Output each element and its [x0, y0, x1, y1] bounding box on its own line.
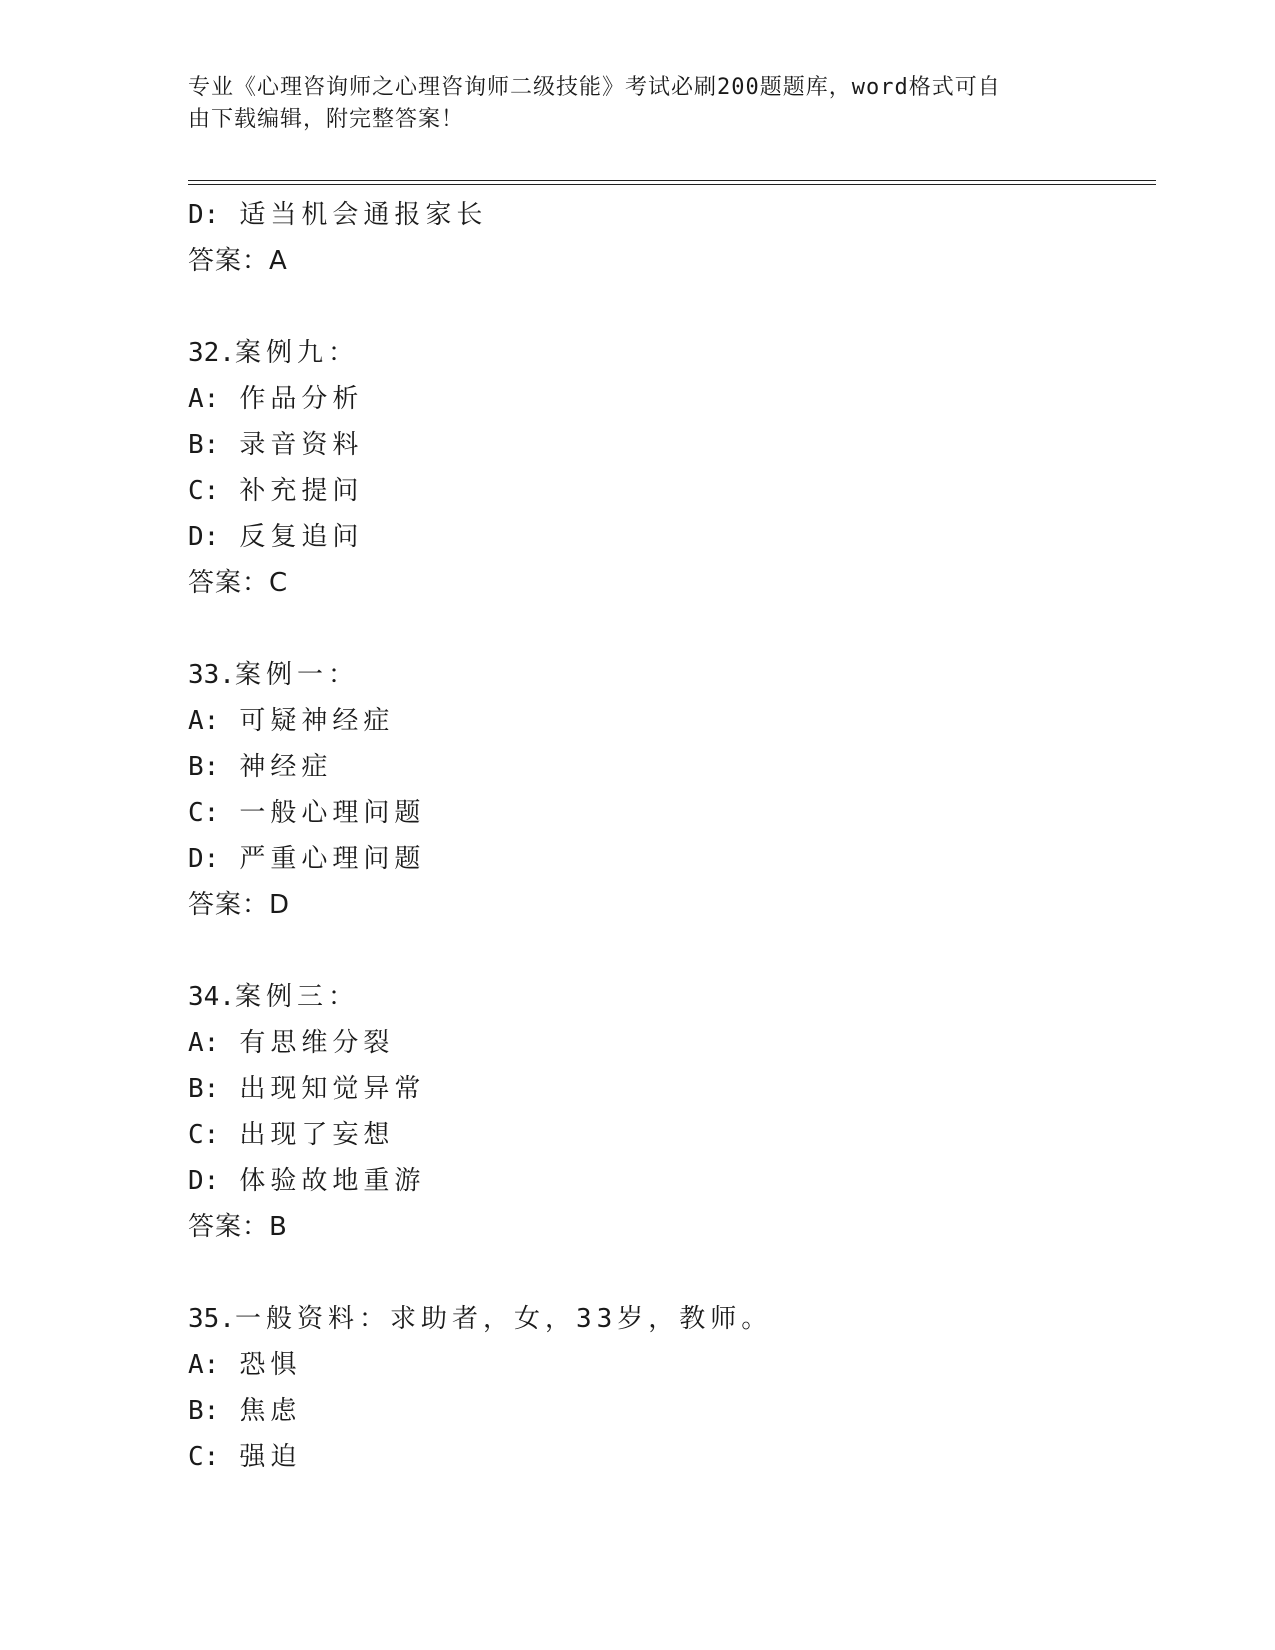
option-text: 出现知觉异常	[239, 1074, 426, 1104]
question-text: 一般资料：求助者，女，33岁，教师。	[234, 1304, 773, 1334]
option-text: 反复追问	[239, 522, 364, 552]
option-prefix: A:	[188, 384, 220, 414]
answer-line: 答案：B	[188, 1212, 288, 1242]
option-text: 适当机会通报家长	[239, 200, 488, 230]
option-prefix: B:	[188, 1396, 220, 1426]
question-stem	[188, 1296, 1156, 1342]
question-number: 35.	[188, 1304, 235, 1334]
option-line	[188, 836, 1156, 882]
option-text: 恐惧	[239, 1350, 302, 1380]
answer-line: 答案：D	[188, 890, 291, 920]
question-stem	[188, 330, 1156, 376]
question-stem	[188, 974, 1156, 1020]
question-text: 案例九：	[234, 338, 359, 368]
option-text: 作品分析	[239, 384, 364, 414]
option-line	[188, 790, 1156, 836]
option-prefix: D:	[188, 200, 220, 230]
option-line	[188, 192, 1156, 238]
option-line	[188, 376, 1156, 422]
option-prefix: C:	[188, 798, 220, 828]
option-line	[188, 1020, 1156, 1066]
option-text: 体验故地重游	[239, 1166, 426, 1196]
question-text: 案例一：	[234, 660, 359, 690]
option-line	[188, 698, 1156, 744]
option-line	[188, 514, 1156, 560]
option-prefix: B:	[188, 1074, 220, 1104]
option-text: 神经症	[239, 752, 333, 782]
document-header	[188, 72, 1068, 136]
question-number: 33.	[188, 660, 235, 690]
option-text: 补充提问	[239, 476, 364, 506]
option-prefix: B:	[188, 430, 220, 460]
option-text: 一般心理问题	[239, 798, 426, 828]
option-prefix: C:	[188, 1120, 220, 1150]
option-line	[188, 1158, 1156, 1204]
option-text: 强迫	[239, 1442, 302, 1472]
header-line-1: 专业《心理咨询师之心理咨询师二级技能》考试必刷200题题库，word格式可自	[188, 75, 1001, 100]
option-prefix: A:	[188, 1350, 220, 1380]
option-line	[188, 1434, 1156, 1480]
option-line	[188, 1066, 1156, 1112]
option-prefix: A:	[188, 1028, 220, 1058]
answer-line: 答案：A	[188, 246, 288, 276]
question-stem	[188, 652, 1156, 698]
option-prefix: D:	[188, 1166, 220, 1196]
option-text: 焦虑	[239, 1396, 302, 1426]
option-prefix: A:	[188, 706, 220, 736]
header-divider-bottom	[188, 184, 1156, 185]
question-text: 案例三：	[234, 982, 359, 1012]
option-line	[188, 1342, 1156, 1388]
option-text: 录音资料	[239, 430, 364, 460]
option-line	[188, 468, 1156, 514]
option-line	[188, 1388, 1156, 1434]
option-line	[188, 1112, 1156, 1158]
option-prefix: D:	[188, 844, 220, 874]
question-number: 32.	[188, 338, 235, 368]
answer-line: 答案：C	[188, 568, 289, 598]
option-prefix: C:	[188, 476, 220, 506]
option-prefix: D:	[188, 522, 220, 552]
option-prefix: C:	[188, 1442, 220, 1472]
header-line-2: 由下载编辑，附完整答案！	[188, 107, 465, 132]
option-text: 有思维分裂	[239, 1028, 395, 1058]
option-text: 严重心理问题	[239, 844, 426, 874]
option-text: 可疑神经症	[239, 706, 395, 736]
question-number: 34.	[188, 982, 235, 1012]
header-divider-top	[188, 180, 1156, 181]
option-prefix: B:	[188, 752, 220, 782]
option-line	[188, 422, 1156, 468]
option-text: 出现了妄想	[239, 1120, 395, 1150]
question-list	[188, 192, 1156, 1480]
option-line	[188, 744, 1156, 790]
